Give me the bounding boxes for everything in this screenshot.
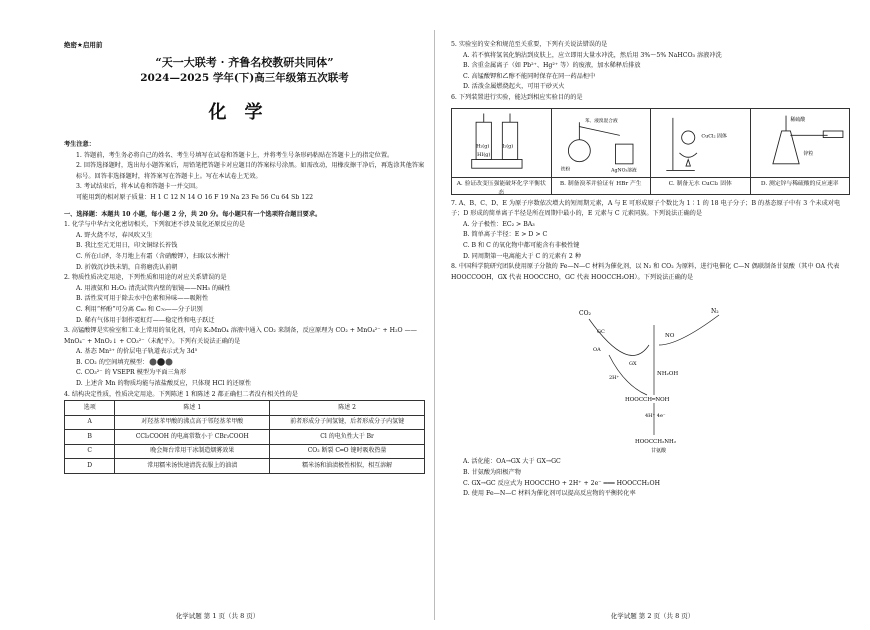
note-item: 3. 考试结束后，将本试卷和答题卡一并交回。 <box>76 183 202 191</box>
table-cell: Cl 的电负性大于 Br <box>270 430 425 445</box>
option: C. 高锰酸钾和乙醇不能同时保存在同一药品柜中 <box>463 72 596 80</box>
apparatus-caption: C. 制备无水 CuCl₂ 固体 <box>668 180 732 187</box>
option: A. 活化能：OA→GX 大于 GX→GC <box>463 458 561 466</box>
mech-label: HOOCCH₂NH₂ <box>635 439 677 446</box>
question-stem: 5. 实验室的安全和规范至关重要，下列有关说法错误的是 <box>451 41 608 48</box>
mech-label: N₂ <box>711 308 719 316</box>
reaction-rate-setup-icon <box>751 109 850 177</box>
apparatus-a-figure <box>452 109 551 178</box>
mech-label: 甘氨酸 <box>651 448 667 455</box>
table-cell: D <box>65 459 115 474</box>
co2-space-filling-model-icon <box>148 358 174 366</box>
apparatus-caption: B. 制备溴苯并验证有 HBr 产生 <box>559 180 642 187</box>
apparatus-d <box>751 109 850 194</box>
option: D. 活泼金属燃烧起火，可用干砂灭火 <box>463 83 565 91</box>
option: B. 我比至元无用日，印文铜绿长苔钱 <box>76 242 178 250</box>
question-2 <box>64 273 425 326</box>
note-item: 2. 回答选择题时，选出每小题答案后，用铅笔把答题卡对应题目的答案标号涂黑。如需改动，用橡皮擦干净后，再选涂其他答案标号。回答非选择题时，将答案写在答题卡上。写在本试卷上无效。 <box>76 162 425 180</box>
question-5 <box>451 40 850 93</box>
mech-label: NH₂OH <box>657 371 679 378</box>
option: D. 稀有气体用于制作霓虹灯——稳定性和电子跃迁 <box>76 316 215 324</box>
mech-label: OA <box>593 347 601 354</box>
apparatus-figure <box>451 108 850 195</box>
option: B. 活性炭可用于除去水中色素和异味——吸附性 <box>76 295 209 303</box>
option: C. B 和 C 的氧化物中都可能含有非极性键 <box>463 241 580 249</box>
table-header-row <box>65 401 425 416</box>
question-4 <box>64 390 425 474</box>
table-cell: 晚会舞台常用干冰制造烟雾效果 <box>115 444 270 459</box>
apparatus-caption: A. 验证改变压强能破坏化学平衡状态 <box>456 180 546 196</box>
apparatus-c <box>651 109 751 194</box>
question-stem: 4. 结构决定性质，性质决定用途。下列陈述 1 和陈述 2 都正确但二者没有相关性的是 <box>64 390 298 398</box>
section-title: 一、选择题：本题共 10 小题，每小题 2 分，共 20 分。每小题只有一个选项符合题目要求。 <box>64 210 322 218</box>
secret-tag: 绝密★启用前 <box>64 41 103 49</box>
table-row <box>65 444 425 459</box>
label-a1: H₂(g) <box>476 142 490 149</box>
table-cell: CCl₃COOH 的电离常数小于 CBr₃COOH <box>115 430 270 445</box>
label-a2: I₂(g) <box>502 142 514 149</box>
question-8 <box>451 262 850 500</box>
table-cell: B <box>65 430 115 445</box>
option: C. 利用“杯酚”可分离 C₆₀ 和 C₇₀——分子识别 <box>76 305 203 313</box>
mech-label: HOOCCH═NOH <box>625 397 670 404</box>
table-row <box>65 415 425 430</box>
table-cell: A <box>65 415 115 430</box>
option: B. 甘氨酸为阳极产物 <box>463 468 521 476</box>
question-7 <box>451 199 850 263</box>
question-stem: 7. A、B、C、D、E 为原子序数依次增大的短周期元素，A 与 E 可形成原子个数比为 1∶1 的 18 电子分子；B 的基态原子中有 3 个未成对电子；D 形成的简单离子半径是所在周期中最小的，E 元素与 C 元素同族。下列说法正确的是 <box>451 199 841 218</box>
option: D. 折戟沉沙铁未销，自将磨洗认前朝 <box>76 263 178 271</box>
table-cell: 糯米汤和油渍极性相似，相互溶解 <box>270 459 425 474</box>
mech-label: GC <box>597 329 605 336</box>
page-footer: 化学试题 第 1 页（共 8 页） <box>175 612 260 620</box>
question-stem: 8. 中国科学院研究团队使用原子分散的 Fe—N—C 材料为催化剂，以 N₂ 和 CO₂ 为原料，进行电催化 C—N 偶联制备甘氨酸（其中 OA 代表 HOOCCOOH，GX 代表 HOOCCHO，GC 代表 HOOCCH₂OH）。下列说法正确的是 <box>451 263 840 281</box>
apparatus-b-figure <box>552 109 651 178</box>
question-6 <box>451 93 850 195</box>
option: A. 基态 Mn²⁺ 的价层电子轨道表示式为 3d⁵ <box>76 348 198 356</box>
syringe-equilibrium-icon <box>452 109 551 177</box>
table-cell: CO₂ 断裂 C═O 键时吸收热量 <box>270 444 425 459</box>
option: B. 含重金属离子（如 Pb²⁺、Hg²⁺ 等）的废液，加水稀释后排放 <box>463 62 641 70</box>
label-b2: 铁粉 <box>560 166 570 172</box>
table-header: 陈述 1 <box>115 401 270 416</box>
option: D. 同周期第一电离能大于 C 的元素有 2 种 <box>463 252 582 260</box>
question-stem: 1. 化学与中华古文化密切相关，下列叙述不涉及氧化还原反应的是 <box>64 221 246 229</box>
option: D. 使用 Fe—N—C 材料为催化剂可以提高反应物的平衡转化率 <box>463 490 636 498</box>
electrocatalysis-mechanism-icon <box>569 285 739 455</box>
notes-title: 考生注意： <box>64 141 95 148</box>
apparatus-caption: D. 测定锌与稀硫酸的反应速率 <box>760 180 839 187</box>
note-item: 可能用到的相对原子质量：H 1 C 12 N 14 O 16 F 19 Na 23 Fe 56 Cu 64 Sb 122 <box>76 193 314 201</box>
statement-table <box>64 400 425 474</box>
bromobenzene-setup-icon <box>552 109 651 177</box>
table-cell: 前者形成分子间氢键，后者形成分子内氢键 <box>270 415 425 430</box>
option <box>64 358 425 369</box>
option-text: B. CO₂ 的空间填充模型： <box>76 358 149 366</box>
question-stem: 2. 物质性质决定用途，下列性质和用途的对应关系错误的是 <box>64 274 227 282</box>
apparatus-b <box>552 109 652 194</box>
label-c1: CuCl₂ 固体 <box>701 133 727 140</box>
page-footer: 化学试题 第 2 页（共 8 页） <box>610 612 695 620</box>
note-item: 1. 答题前，考生务必将自己的姓名、考生号填写在试卷和答题卡上，并将考生号条形码粘贴在答题卡上的指定位置。 <box>76 151 394 159</box>
question-1 <box>64 220 425 273</box>
table-row <box>65 430 425 445</box>
mech-label: 4H⁺ 4e⁻ <box>645 413 666 420</box>
table-header: 选项 <box>65 401 115 416</box>
mech-label: NO <box>665 333 675 340</box>
table-row <box>65 459 425 474</box>
option: A. 分子极性：EC₂ > BA₃ <box>463 220 535 228</box>
exam-header: “天一大联考 · 齐鲁名校教研共同体” <box>155 56 334 69</box>
question-stem: 6. 下列装置进行实验，能达到相应实验目的的是 <box>451 93 583 101</box>
subject-title: 化学 <box>208 102 281 123</box>
apparatus-c-figure <box>651 109 750 178</box>
option: C. CO₃²⁻ 的 VSEPR 模型为平面三角形 <box>76 369 187 377</box>
mech-label: GX <box>629 361 637 368</box>
mech-label: 2H⁺ <box>609 375 620 382</box>
evaporating-dish-icon <box>651 109 750 177</box>
mech-label: CO₂ <box>579 310 591 318</box>
apparatus-d-figure <box>751 109 850 178</box>
option: A. 野火烧不尽，春风吹又生 <box>76 231 153 239</box>
exam-year: 2024—2025 学年(下)高三年级第五次联考 <box>140 72 349 84</box>
option: C. GX→GC 反应式为 HOOCCHO + 2H⁺ + 2e⁻ ═══ HOOCCH₂OH <box>463 479 660 487</box>
table-cell: 对羟基苯甲酸的沸点高于邻羟基苯甲酸 <box>115 415 270 430</box>
label-d1: 稀硫酸 <box>789 116 805 123</box>
notes <box>64 140 425 204</box>
mechanism-diagram <box>569 285 739 455</box>
label-b3: AgNO₃溶液 <box>610 168 637 174</box>
table-header: 陈述 2 <box>270 401 425 416</box>
option: C. 所在山泽，冬月地上有霜（含硝酸钾），扫取以水淋汁 <box>76 252 230 260</box>
apparatus-a <box>452 109 552 194</box>
question-3 <box>64 326 425 390</box>
table-cell: C <box>65 444 115 459</box>
option: B. 简单离子半径：E > D > C <box>463 231 548 239</box>
label-b1: 苯、液溴混合液 <box>584 118 618 124</box>
page-2 <box>435 0 870 630</box>
option: A. 用液氨和 H₂O₂ 清洗试管内壁的银镜——NH₃ 的碱性 <box>76 284 231 292</box>
option: A. 若不慎将氢氧化钠沾到皮肤上，应立即用大量水冲洗，然后用 3%～5% NaHCO₃ 溶液冲洗 <box>463 51 722 59</box>
label-d2: 锌粒 <box>803 150 813 157</box>
question-stem: 3. 高锰酸钾是实验室和工业上常用的氧化剂，可向 K₂MnO₄ 溶液中通入 CO₂ 来制备，反应原理为 CO₂ + MnO₄²⁻ + H₂O ——MnO₄⁻ + MnO₂↓ + CO₃²⁻（未配平）。下列有关说法正确的是 <box>64 327 417 345</box>
label-a3: HI(g) <box>477 151 491 158</box>
option: D. 上述含 Mn 的物质均能与浓盐酸反应，只体现 HCl 的还原性 <box>76 380 252 388</box>
table-cell: 常用糯米汤快速清洗衣服上的油渍 <box>115 459 270 474</box>
